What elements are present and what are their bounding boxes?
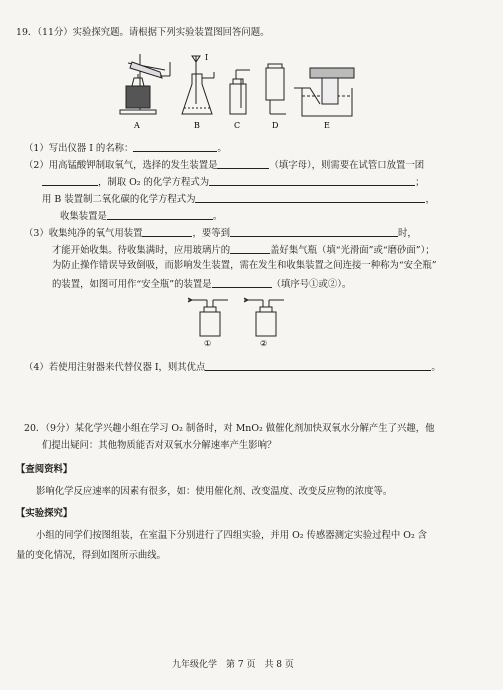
apparatus-figure — [110, 48, 370, 132]
q19-part2-line3 — [42, 192, 435, 206]
apparatus-a — [120, 54, 170, 114]
q19-p2d: 用 B 装置制二氧化碳的化学方程式为 — [42, 194, 196, 205]
q19-part2-line2 — [42, 175, 425, 189]
bottle-label-2: ② — [260, 339, 268, 348]
q19-p3a: （3）收集纯净的氧气用装置 — [24, 228, 143, 239]
q19-p2d-end: ， — [425, 194, 435, 205]
q19-part1-end: 。 — [217, 143, 227, 154]
apparatus-label-a: A — [134, 121, 140, 130]
section-experiment: 【实验探究】 — [16, 508, 73, 519]
answer-blank[interactable] — [42, 175, 98, 186]
q19-p4-end: 。 — [431, 362, 441, 373]
q19-part1-text: （1）写出仪器 I 的名称： — [24, 143, 134, 154]
apparatus-label-c: C — [234, 121, 241, 130]
q19-p3b-end: 时， — [397, 228, 417, 239]
q19-p3c2: 盖好集气瓶（填“光滑面”或“磨砂面”）； — [270, 245, 435, 256]
answer-blank[interactable] — [230, 226, 398, 237]
answer-blank[interactable] — [107, 209, 213, 220]
q19-p2c-end: ； — [415, 177, 425, 188]
answer-blank[interactable] — [212, 277, 272, 288]
q20-heading: 20．（9分）某化学兴趣小组在学习 O₂ 制备时，对 MnO₂ 做催化剂加快双氧水分解产生了兴趣，他 — [24, 423, 435, 434]
apparatus-e — [294, 68, 354, 116]
q19-part3-line4 — [52, 277, 351, 291]
answer-blank[interactable] — [230, 243, 270, 254]
q19-part1 — [24, 141, 227, 155]
answer-blank[interactable] — [195, 192, 425, 203]
reference-text: 影响化学反应速率的因素有很多，如：使用催化剂、改变温度、改变反应物的浓度等。 — [36, 486, 393, 497]
answer-blank[interactable] — [142, 226, 192, 237]
q19-p3b: ，要等到 — [192, 228, 230, 239]
q19-part2-line1 — [24, 158, 424, 172]
answer-blank[interactable] — [133, 141, 217, 152]
apparatus-label-d: D — [272, 121, 279, 130]
page-footer: 九年级化学 第 7 页 共 8 页 — [172, 660, 294, 670]
q19-p2b: （填字母），则需要在试管口放置一团 — [269, 160, 425, 171]
apparatus-c — [230, 70, 250, 114]
q19-part3-line1 — [24, 226, 417, 240]
q19-p3e1: 的装置，如图可用作“安全瓶”的装置是 — [52, 279, 212, 290]
apparatus-label-e: E — [324, 121, 330, 130]
q19-part3-line2 — [52, 243, 435, 257]
apparatus-b — [182, 56, 214, 114]
q19-p2a: （2）用高锰酸钾制取氧气，选择的发生装置是 — [24, 160, 218, 171]
q20-heading-line2: 们提出疑问：其他物质能否对双氧水分解速率产生影响？ — [42, 440, 277, 451]
q19-p3e2: （填序号①或②）。 — [271, 279, 352, 290]
apparatus-label-b: B — [194, 121, 200, 130]
experiment-text-1: 小组的同学们按图组装，在室温下分别进行了四组实验，并用 O₂ 传感器测定实验过程中 O₂ 含 — [36, 530, 428, 541]
section-reference: 【查阅资料】 — [16, 464, 73, 475]
answer-blank[interactable] — [217, 158, 269, 169]
q19-p3c1: 才能开始收集。待收集满时，应用玻璃片的 — [52, 245, 231, 256]
q19-p4: （4）若使用注射器来代替仪器 I，则其优点 — [24, 362, 206, 373]
q19-part3-line3: 为防止操作错误导致倒吸，而影响发生装置，需在发生和收集装置之间连接一种称为“安全瓶” — [52, 260, 437, 271]
experiment-text-2: 量的变化情况，得到如图所示曲线。 — [16, 550, 167, 561]
safety-bottles-figure — [186, 296, 296, 348]
q19-p2c: ，制取 O₂ 的化学方程式为 — [98, 177, 210, 188]
bottle-label-1: ① — [204, 339, 212, 348]
q19-p2e-end: 。 — [212, 211, 223, 222]
q19-heading: 19．（11分）实验探究题。请根据下列实验装置图回答问题。 — [16, 27, 270, 38]
safety-bottle-2 — [244, 298, 284, 336]
q19-part4 — [24, 360, 441, 374]
q19-part2-line4 — [60, 209, 222, 223]
safety-bottle-1 — [188, 298, 228, 336]
instrument-mark: I — [205, 53, 209, 62]
q19-p2e: 收集装置是 — [60, 211, 107, 222]
answer-blank[interactable] — [205, 360, 431, 371]
apparatus-d — [266, 64, 286, 114]
answer-blank[interactable] — [209, 175, 415, 186]
